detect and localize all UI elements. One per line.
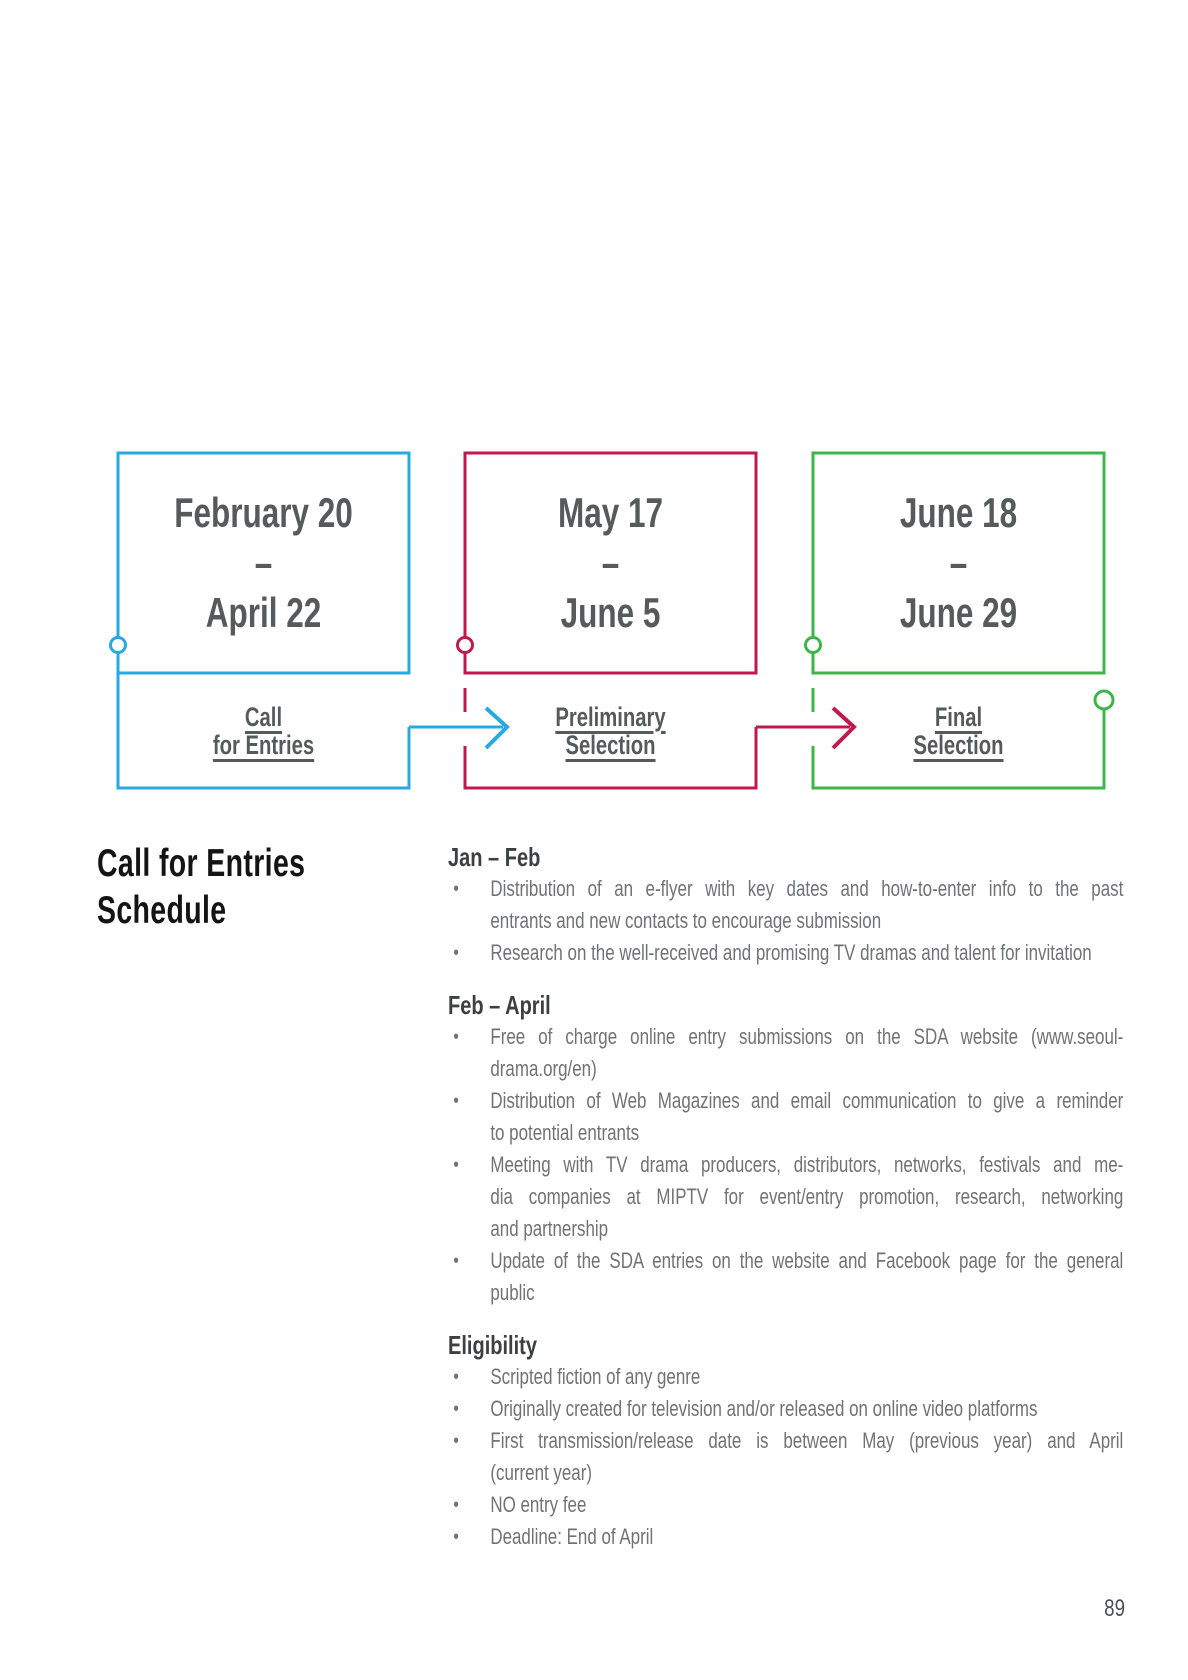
- bullet-line: Free of charge online entry submissions on the SDA website (www.seoul-: [490, 1024, 1124, 1049]
- bullet-line: First transmission/release date is between May (previous year) and April: [490, 1428, 1124, 1453]
- date-end: April 22: [205, 589, 322, 636]
- bullet-line: Research on the well-received and promising TV dramas and talent for invitation: [490, 940, 1092, 965]
- timeline-step3-labelbox: [813, 676, 1104, 786]
- step-label-line: Preliminary: [555, 702, 666, 732]
- bullet-line: entrants and new contacts to encourage submission: [490, 908, 882, 933]
- bullet-dot-icon: •: [453, 1154, 459, 1176]
- bullet-item: [448, 1425, 1123, 1489]
- bullet-item: [448, 1361, 1123, 1393]
- bullet-dot-icon: •: [453, 1398, 459, 1420]
- bullet-line: and partnership: [490, 1216, 609, 1241]
- bullet-line: Deadline: End of April: [490, 1524, 654, 1549]
- bullet-item: [448, 1149, 1123, 1245]
- bullet-dot-icon: •: [453, 1090, 459, 1112]
- page-title-line: Schedule: [97, 889, 227, 932]
- step-label-line: Selection: [565, 730, 656, 760]
- section-heading: Feb – April: [448, 990, 551, 1020]
- bullet-line: (current year): [490, 1460, 593, 1485]
- section-heading: Jan – Feb: [448, 842, 541, 872]
- bullet-dot-icon: •: [453, 878, 459, 900]
- bullet-item: [448, 1245, 1123, 1309]
- bullet-item: [448, 873, 1123, 937]
- page-title: [97, 840, 447, 934]
- step-label-line: for Entries: [212, 730, 315, 760]
- step-label-line: Final: [934, 702, 983, 732]
- timeline-step2-labelbox: [465, 676, 756, 786]
- bullet-dot-icon: •: [453, 942, 459, 964]
- bullet-item: [448, 937, 1123, 969]
- bullet-line: dia companies at MIPTV for event/entry promotion, research, networking: [490, 1184, 1124, 1209]
- section-feb-april: [448, 989, 1123, 1309]
- date-separator: –: [254, 539, 273, 586]
- bullet-dot-icon: •: [453, 1366, 459, 1388]
- step-label-line: Call: [244, 702, 283, 732]
- bullet-line: Meeting with TV drama producers, distributors, networks, festivals and me-: [490, 1152, 1124, 1177]
- bullet-item: [448, 1085, 1123, 1149]
- bullet-dot-icon: •: [453, 1250, 459, 1272]
- bullet-dot-icon: •: [453, 1494, 459, 1516]
- timeline-step3-datebox: [813, 453, 1104, 673]
- section-eligibility: [448, 1329, 1123, 1553]
- date-end: June 29: [899, 589, 1018, 636]
- timeline-step1-datebox: [118, 453, 409, 673]
- bullet-line: Originally created for television and/or released on online video platforms: [490, 1396, 1038, 1421]
- bullet-item: [448, 1521, 1123, 1553]
- bullet-line: Distribution of Web Magazines and email communication to give a reminder: [490, 1088, 1124, 1113]
- date-start: June 18: [899, 489, 1018, 536]
- page-number: 89: [1104, 1595, 1125, 1622]
- bullet-item: [448, 1021, 1123, 1085]
- bullet-line: Update of the SDA entries on the website and Facebook page for the general: [490, 1248, 1124, 1273]
- bullet-line: NO entry fee: [490, 1492, 587, 1517]
- bullet-dot-icon: •: [453, 1526, 459, 1548]
- timeline-step1-labelbox: [118, 676, 409, 786]
- section-heading: Eligibility: [448, 1330, 537, 1360]
- bullet-item: [448, 1393, 1123, 1425]
- bullet-item: [448, 1489, 1123, 1521]
- section-jan-feb: [448, 841, 1123, 969]
- date-start: May 17: [557, 489, 664, 536]
- date-end: June 5: [560, 589, 661, 636]
- bullet-dot-icon: •: [453, 1026, 459, 1048]
- bullet-line: Distribution of an e-flyer with key dates and how-to-enter info to the past: [490, 876, 1124, 901]
- bullet-line: Scripted fiction of any genre: [490, 1364, 701, 1389]
- date-separator: –: [949, 539, 968, 586]
- date-start: February 20: [174, 489, 353, 536]
- timeline-step2-datebox: [465, 453, 756, 673]
- schedule-content: [448, 841, 1123, 1553]
- bullet-line: to potential entrants: [490, 1120, 640, 1145]
- bullet-line: public: [490, 1280, 535, 1305]
- step-label-line: Selection: [913, 730, 1004, 760]
- bullet-dot-icon: •: [453, 1430, 459, 1452]
- page-title-line: Call for Entries: [97, 842, 306, 885]
- date-separator: –: [601, 539, 620, 586]
- bullet-line: drama.org/en): [490, 1056, 597, 1081]
